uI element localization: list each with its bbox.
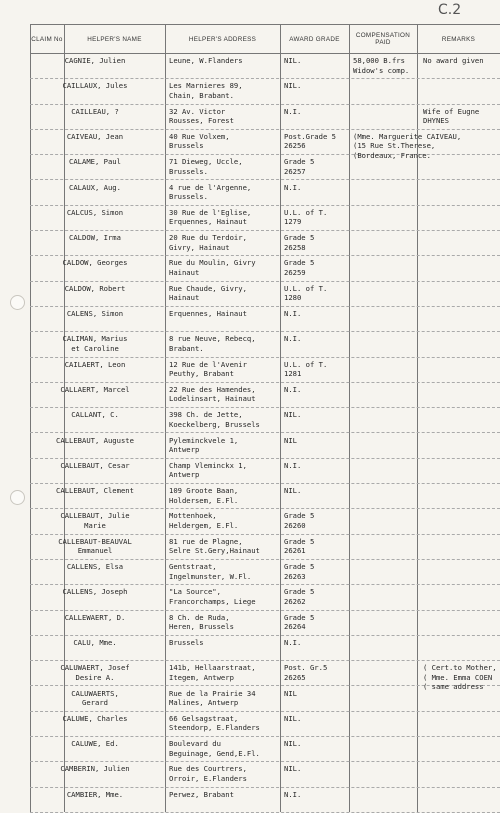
header-name: HELPER'S NAME [87, 35, 142, 43]
award-grade-cell: N.I. [284, 460, 302, 470]
helper-name-cell: CALLEBAUT, Auguste [56, 435, 134, 445]
table-row [30, 508, 500, 534]
helper-name-cell: CALUWAERTS, Gerard [71, 688, 119, 707]
award-grade-cell: Grade 5 26263 [284, 562, 315, 581]
award-grade-cell: N.I. [284, 334, 302, 344]
helper-name-cell: CALAUX, Aug. [69, 182, 121, 192]
helper-address-cell: 32 Av. Victor Rousses, Forest [169, 106, 234, 126]
award-grade-cell: Grade 5 26257 [284, 157, 315, 176]
helper-name-cell: CALIMAN, Marius et Caroline [62, 334, 128, 353]
register-sheet [30, 24, 500, 812]
award-grade-cell: NIL. [284, 410, 302, 420]
helper-address-cell: Mottenhoek, Heldergem, E.Fl. [169, 511, 239, 530]
helper-address-cell: 109 Groote Baan, Holdersem, E.Fl. [169, 486, 239, 505]
table-row [30, 331, 500, 357]
helper-name-cell: CALCUS, Simon [66, 207, 124, 217]
award-grade-cell: NIL [284, 688, 297, 698]
helper-address-cell: 71 Dieweg, Uccle, Brussels. [169, 157, 243, 176]
award-grade-cell: Post. Gr.5 26265 [284, 663, 328, 682]
table-row [30, 787, 500, 813]
helper-address-cell: Gentstraat, Ingelmunster, W.Fl. [169, 562, 252, 581]
helper-name-cell: CALU, Mme. [73, 637, 117, 647]
helper-name-cell: CALAME, Paul [69, 157, 121, 167]
helper-address-cell: 12 Rue de l'Avenir Peuthy, Brabant [169, 359, 247, 379]
helper-name-cell: CAILAERT, Leon [64, 359, 126, 369]
award-grade-cell: NIL. [284, 81, 302, 91]
award-grade-cell: N.I. [284, 106, 302, 116]
table-row [30, 129, 500, 160]
award-grade-cell: N.I. [284, 384, 302, 394]
award-grade-cell: U.L. of T. 1279 [284, 207, 328, 227]
table-row [30, 686, 500, 712]
award-grade-cell: N.I. [284, 182, 302, 192]
helper-address-cell: 40 Rue Volxem, Brussels [169, 131, 230, 151]
award-grade-cell: N.I. [284, 637, 302, 647]
table-row [30, 559, 500, 585]
award-grade-cell: NIL. [284, 56, 302, 65]
table-row [30, 154, 500, 180]
helper-name-cell: CALLANT, C. [71, 410, 119, 420]
award-grade-cell: Grade 5 26259 [284, 258, 315, 277]
helper-name-cell: CAMBIER, Mme. [66, 789, 124, 799]
award-grade-cell: N.I. [284, 789, 302, 799]
helper-address-cell: 141b, Hellaarstraat, Itegem, Antwerp [169, 663, 256, 682]
award-grade-cell: Grade 5 26258 [284, 233, 315, 252]
header-claim: CLAIM No [31, 35, 63, 43]
helper-address-cell: Pyleminckvele 1, Antwerp [169, 435, 239, 454]
table-row [30, 534, 500, 560]
table-row [30, 357, 500, 383]
table-header [30, 24, 500, 54]
helper-address-cell: Champ Vleminckx 1, Antwerp [169, 460, 247, 480]
table-row [30, 635, 500, 661]
award-grade-cell: Grade 5 26260 [284, 511, 315, 530]
table-row [30, 610, 500, 636]
header-address: HELPER'S ADDRESS [188, 35, 257, 43]
helper-name-cell: CALUWE, Charles [62, 713, 128, 723]
compensation-paid-cell: (Mme. Marguerite CAIVEAU, (15 Rue St.Therese, (Bordeaux, France. [353, 131, 462, 160]
helper-name-cell: CALLEBAUT, Cesar [60, 460, 130, 470]
page-id: C.2 [438, 2, 462, 18]
table-row [30, 78, 500, 104]
award-grade-cell: N.I. [284, 309, 302, 318]
helper-address-cell: 8 Ch. de Ruda, Heren, Brussels [169, 612, 234, 632]
table-row [30, 761, 500, 787]
award-grade-cell: NIL. [284, 713, 302, 723]
helper-address-cell: Les Marnieres 89, Chain, Brabant. [169, 81, 243, 100]
table-row [30, 382, 500, 408]
helper-name-cell: CAMBERIN, Julien [60, 764, 130, 774]
award-grade-cell: Grade 5 26261 [284, 536, 315, 556]
table-row [30, 104, 500, 130]
helper-address-cell: 66 Gelsagstraat, Steendorp, E.Flanders [169, 713, 260, 733]
table-row [30, 180, 500, 206]
award-grade-cell: NIL [284, 435, 297, 445]
table-row [30, 230, 500, 256]
table-row [30, 711, 500, 737]
award-grade-cell: Grade 5 26262 [284, 587, 315, 606]
helper-address-cell: "La Source", Francorchamps, Liege [169, 587, 256, 606]
punch-hole-top [10, 295, 25, 310]
header-grade: AWARD GRADE [289, 35, 340, 43]
punch-hole-bottom [10, 490, 25, 505]
helper-address-cell: 30 Rue de l'Eglise, Erquennes, Hainaut [169, 207, 252, 227]
helper-address-cell: 8 rue Neuve, Rebecq, Brabant. [169, 334, 256, 353]
helper-name-cell: CALLEBAUT-BEAUVAL Emmanuel [58, 536, 132, 556]
award-grade-cell: Post.Grade 5 26256 [284, 131, 336, 151]
helper-name-cell: CALDOW, Georges [62, 258, 128, 268]
table-row [30, 483, 500, 509]
table-row [30, 255, 500, 281]
table-row [30, 205, 500, 231]
helper-address-cell: Boulevard du Beguinage, Gend,E.Fl. [169, 739, 260, 758]
helper-address-cell: Rue de la Prairie 34 Malines, Antwerp [169, 688, 256, 707]
helper-name-cell: CAILLEAU, ? [71, 106, 119, 116]
helper-address-cell: 81 rue de Plagne, Selre St.Gery,Hainaut [169, 536, 260, 556]
helper-name-cell: CAILLAUX, Jules [62, 81, 128, 91]
table-row [30, 584, 500, 610]
compensation-paid-cell: 58,000 B.frs Widow's comp. [353, 56, 410, 75]
helper-address-cell: Leune, W.Flanders [169, 56, 243, 65]
helper-name-cell: CALLENS, Joseph [62, 587, 128, 597]
helper-address-cell: Rue des Courtrers, Orroir, E.Flanders [169, 764, 247, 783]
helper-address-cell: 398 Ch. de Jette, Koeckelberg, Brussels [169, 410, 260, 429]
helper-name-cell: CAGNIE, Julien [64, 56, 126, 65]
table-row [30, 433, 500, 459]
helper-name-cell: CALLEBAUT, Clement [56, 486, 134, 496]
helper-address-cell: Rue Chaude, Givry, Hainaut [169, 283, 247, 303]
table-row [30, 458, 500, 484]
helper-address-cell: Rue du Moulin, Givry Hainaut [169, 258, 256, 277]
helper-name-cell: CALLAERT, Marcel [60, 384, 130, 394]
helper-name-cell: CAIVEAU, Jean [66, 131, 124, 141]
helper-name-cell: CALDOW, Robert [64, 283, 126, 293]
helper-name-cell: CALLENS, Elsa [66, 562, 124, 571]
table-row [30, 281, 500, 307]
table-row [30, 306, 500, 332]
helper-address-cell: Brussels [169, 637, 204, 647]
helper-name-cell: CALENS, Simon [66, 309, 124, 318]
helper-address-cell: Erquennes, Hainaut [169, 309, 247, 318]
header-remarks: REMARKS [441, 35, 476, 43]
helper-name-cell: CALDOW, Irma [69, 233, 121, 243]
remarks-cell: No award given [423, 56, 484, 65]
helper-name-cell: CALLEBAUT, Julie Marie [60, 511, 130, 530]
award-grade-cell: NIL. [284, 486, 302, 496]
helper-address-cell: 20 Rue du Terdoir, Givry, Hainaut [169, 233, 247, 252]
table-row [30, 736, 500, 762]
helper-name-cell: CALLEWAERT, D. [64, 612, 126, 622]
helper-name-cell: CALUWAERT, Josef Desire A. [60, 663, 130, 682]
header-comp: COMPENSATION PAID [355, 32, 411, 46]
award-grade-cell: NIL. [284, 764, 302, 774]
helper-address-cell: 22 Rue des Hamendes, Lodelinsart, Hainaut [169, 384, 256, 404]
remarks-cell: ( Cert.to Mother, ( Mme. Emma COEN ( same address [423, 663, 497, 692]
table-row [30, 53, 500, 79]
award-grade-cell: U.L. of T. 1280 [284, 283, 328, 303]
remarks-cell: Wife of Eugne DHYNES [423, 106, 480, 126]
helper-address-cell: Perwez, Brabant [169, 789, 234, 799]
table-row [30, 660, 500, 692]
award-grade-cell: U.L. of T. 1281 [284, 359, 328, 379]
helper-address-cell: 4 rue de l'Argenne, Brussels. [169, 182, 252, 201]
helper-name-cell: CALUWE, Ed. [71, 739, 119, 749]
award-grade-cell: Grade 5 26264 [284, 612, 315, 632]
award-grade-cell: NIL. [284, 739, 302, 749]
table-row [30, 407, 500, 433]
